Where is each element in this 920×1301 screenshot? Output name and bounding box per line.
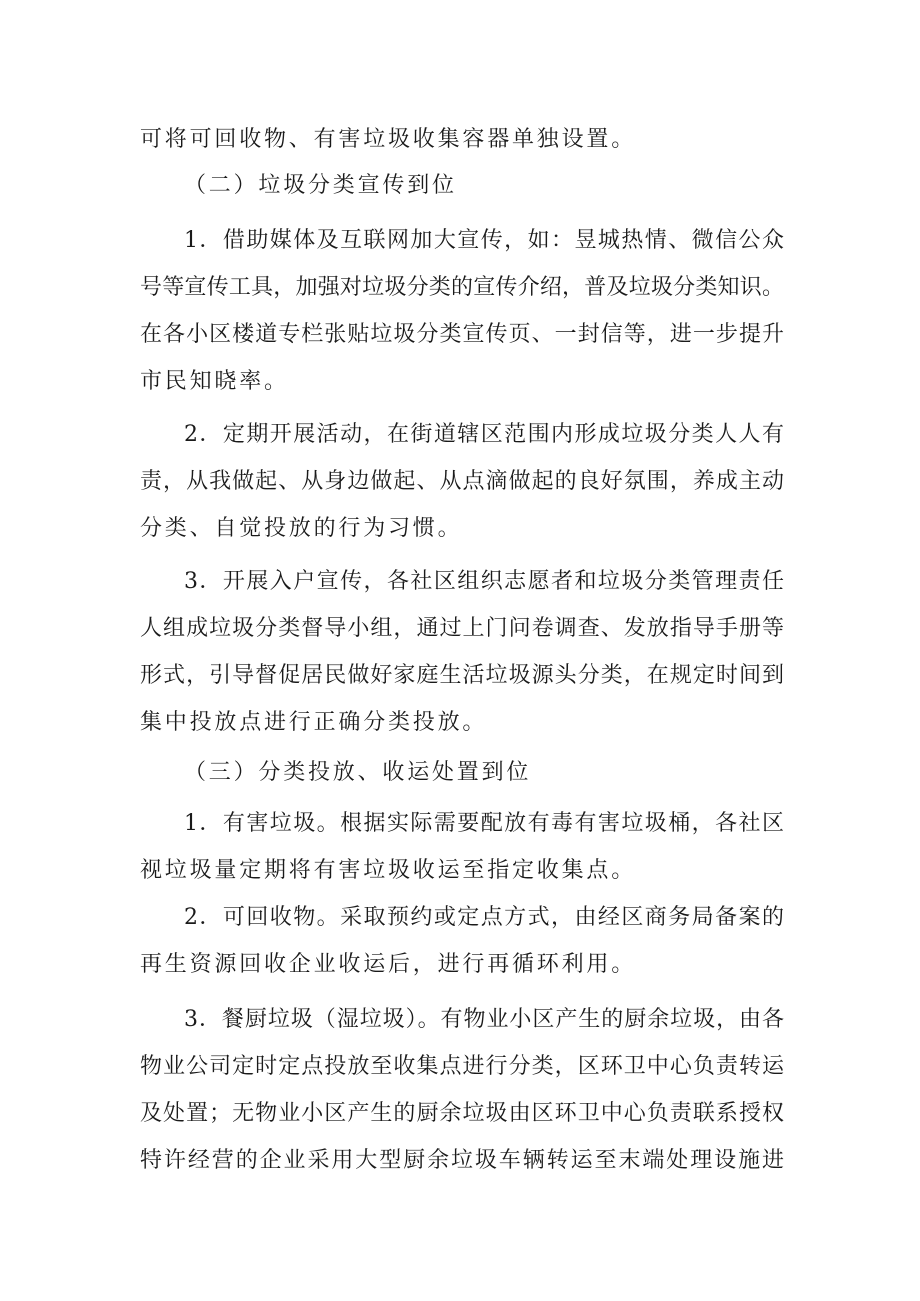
item-3-line-4: 集中投放点进行正确分类投放。 xyxy=(140,710,488,735)
section-heading-2: （二）垃圾分类宣传到位 xyxy=(184,173,457,198)
sec3-item-1-line-2: 视垃圾量定期将有害垃圾收运至指定收集点。 xyxy=(140,858,637,883)
item-2-line-2: 责，从我做起、从身边做起、从点滴做起的良好氛围，养成主动 xyxy=(140,469,784,494)
item-3-line-2: 人组成垃圾分类督导小组，通过上门问卷调查、发放指导手册等 xyxy=(140,616,784,641)
item-2-line-3: 分类、自觉投放的行为习惯。 xyxy=(140,516,463,541)
sec3-item-3-line-2: 物业公司定时定点投放至收集点进行分类，区环卫中心负责转运 xyxy=(140,1054,784,1079)
sec3-item-3-line-3: 及处置；无物业小区产生的厨余垃圾由区环卫中心负责联系授权 xyxy=(140,1101,784,1126)
item-1-line-4: 市民知晓率。 xyxy=(140,369,289,394)
item-2-line-1: 2．定期开展活动，在街道辖区范围内形成垃圾分类人人有 xyxy=(184,422,784,447)
sec3-item-3-line-4: 特许经营的企业采用大型厨余垃圾车辆转运至末端处理设施进 xyxy=(140,1148,784,1173)
sec3-item-2-line-2: 再生资源回收企业收运后，进行再循环利用。 xyxy=(140,952,637,977)
item-1-line-3: 在各小区楼道专栏张贴垃圾分类宣传页、一封信等，进一步提升 xyxy=(140,322,784,347)
item-3-line-3: 形式，引导督促居民做好家庭生活垃圾源头分类，在规定时间到 xyxy=(140,663,784,688)
section-heading-3: （三）分类投放、收运处置到位 xyxy=(184,760,532,785)
item-1-line-1: 1．借助媒体及互联网加大宣传，如：昱城热情、微信公众 xyxy=(184,228,784,253)
sec3-item-2-line-1: 2．可回收物。采取预约或定点方式，由经区商务局备案的 xyxy=(184,905,784,930)
item-1-line-2: 号等宣传工具，加强对垃圾分类的宣传介绍，普及垃圾分类知识。 xyxy=(140,275,784,300)
item-3-line-1: 3．开展入户宣传，各社区组织志愿者和垃圾分类管理责任 xyxy=(184,569,784,594)
sec3-item-3-line-1: 3．餐厨垃圾（湿垃圾）。有物业小区产生的厨余垃圾，由各 xyxy=(184,1007,784,1032)
sec3-item-1-line-1: 1．有害垃圾。根据实际需要配放有毒有害垃圾桶，各社区 xyxy=(184,811,784,836)
paragraph-line-continuation: 可将可回收物、有害垃圾收集容器单独设置。 xyxy=(140,127,637,152)
